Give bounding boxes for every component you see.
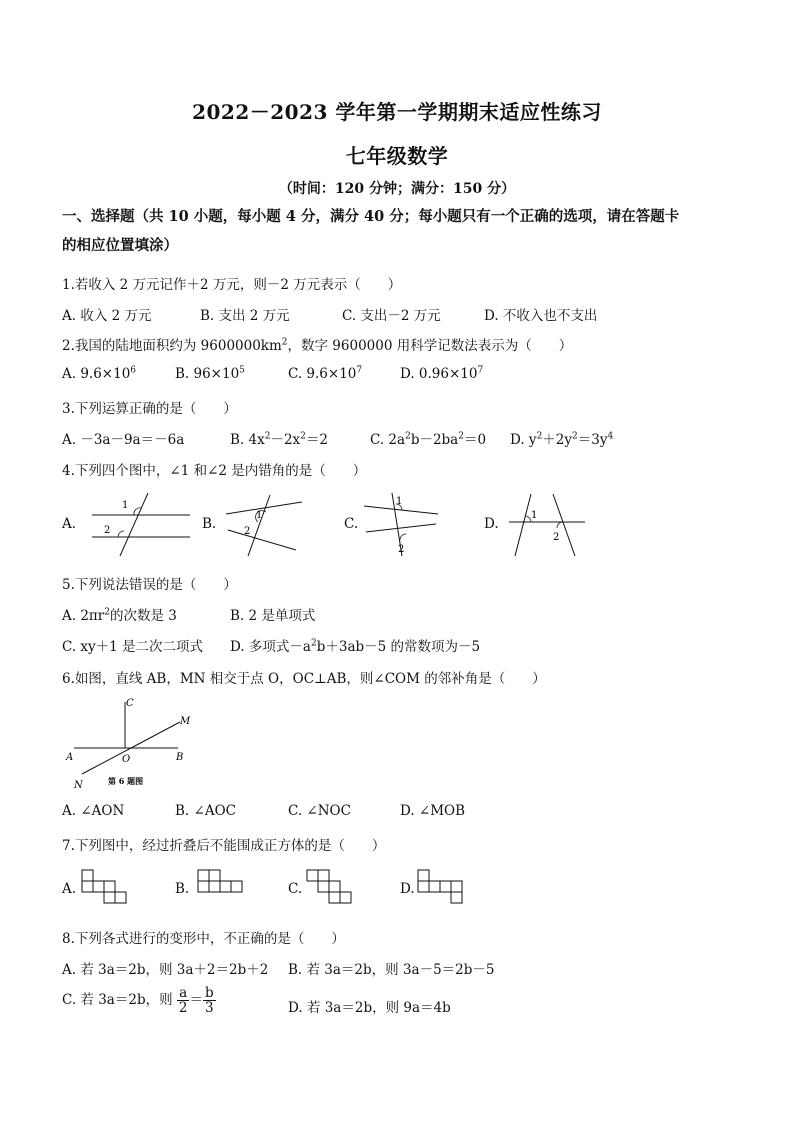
q4-figure-b <box>222 490 322 560</box>
q4-figure-a <box>84 490 194 560</box>
q3-d-sup1: 2 <box>536 431 543 442</box>
q4d-angle2: 2 <box>553 532 560 543</box>
q5-option-d <box>230 635 480 655</box>
exam-title: 2022－2023 学年第一学期期末适应性练习 <box>192 100 602 124</box>
q2-option-a <box>62 366 136 382</box>
q8-c-eq: ＝ <box>189 992 203 1008</box>
q5-d-part2: b＋3ab－5 的常数项为－5 <box>316 639 481 655</box>
question-4-stem: 4.下列四个图中，∠1 和∠2 是内错角的是（ ） <box>62 463 367 479</box>
q2-b-exp: 5 <box>239 365 245 376</box>
q2-stem-pre: 2.我国的陆地面积约为 9600000km <box>62 338 282 354</box>
q8-c-num2: b <box>204 985 214 1001</box>
section-heading-line2: 的相应位置填涂） <box>62 237 178 254</box>
q4a-angle1: 1 <box>122 500 129 511</box>
q4d-angle1: 1 <box>531 510 538 521</box>
q6-label-a: A <box>66 752 74 763</box>
q1-option-c: C. 支出－2 万元 <box>342 308 441 324</box>
question-7-stem: 7.下列图中，经过折叠后不能围成正方体的是（ ） <box>62 838 386 854</box>
q3-c-part2: b－2ba <box>410 432 459 448</box>
q3-c-part3: ＝0 <box>463 432 487 448</box>
q4c-angle1: 1 <box>396 496 403 507</box>
q3-b-sup1: 2 <box>264 431 271 442</box>
q5-option-a <box>62 604 177 624</box>
q4-label-c: C. <box>344 516 359 532</box>
q8-c-den1: 2 <box>178 1000 188 1016</box>
q8-option-a: A. 若 3a＝2b，则 3a＋2＝2b＋2 <box>62 962 269 978</box>
q2-c-base: C. 9.6×10 <box>288 366 357 382</box>
q4-figure-d <box>505 490 605 560</box>
q3-d-sup3: 4 <box>607 431 614 442</box>
q3-option-d <box>510 428 613 448</box>
q3-b-part2: －2x <box>270 432 301 448</box>
q5-a-sup: 2 <box>104 607 110 618</box>
q3-d-part1: D. y <box>510 432 537 448</box>
q6-figure <box>62 692 202 792</box>
q4b-angle1: 1 <box>256 510 263 521</box>
q5-d-part1: D. 多项式－a <box>230 639 311 655</box>
q5-a-part2: 的次数是 3 <box>109 608 177 624</box>
q1-option-a: A. 收入 2 万元 <box>62 308 152 324</box>
q3-c-sup1: 2 <box>405 431 411 442</box>
q6-option-a: A. ∠AON <box>62 803 125 819</box>
q7-net-b <box>196 868 252 908</box>
q4-label-b: B. <box>202 516 217 532</box>
q7-label-b: B. <box>175 881 190 897</box>
q4-figure-c <box>362 490 462 560</box>
q2-c-exp: 7 <box>356 365 363 376</box>
question-6-stem: 6.如图，直线 AB，MN 相交于点 O，OC⊥AB，则∠COM 的邻补角是（ ） <box>62 671 546 687</box>
q8-option-d: D. 若 3a＝2b，则 9a＝4b <box>288 1000 451 1016</box>
q8-option-b: B. 若 3a＝2b，则 3a－5＝2b－5 <box>288 962 495 978</box>
question-1-stem: 1.若收入 2 万元记作＋2 万元，则－2 万元表示（ ） <box>62 277 402 293</box>
q4-label-d: D. <box>484 516 499 532</box>
q7-net-c <box>305 868 361 908</box>
q8-c-den2: 3 <box>205 1000 214 1016</box>
q8-c-frac1 <box>177 986 190 1015</box>
q3-option-c <box>370 428 486 448</box>
q7-label-d: D. <box>400 881 415 897</box>
q6-option-b: B. ∠AOC <box>175 803 236 819</box>
q7-net-d <box>416 868 472 908</box>
q3-c-sup2: 2 <box>458 431 464 442</box>
q7-label-c: C. <box>288 881 303 897</box>
q8-c-frac2 <box>203 986 216 1015</box>
q8-option-c <box>62 986 216 1015</box>
q2-d-exp: 7 <box>477 365 484 376</box>
q5-d-sup: 2 <box>310 638 317 649</box>
q6-label-c: C <box>126 698 134 709</box>
q3-b-part1: B. 4x <box>230 432 265 448</box>
exam-subtitle: 七年级数学 <box>345 144 449 168</box>
q3-option-b <box>230 428 328 448</box>
q2-d-base: D. 0.96×10 <box>400 366 478 382</box>
question-8-stem: 8.下列各式进行的变形中，不正确的是（ ） <box>62 931 345 947</box>
q2-option-c <box>288 366 362 382</box>
q3-b-sup2: 2 <box>300 431 306 442</box>
q6-label-m: M <box>180 716 191 727</box>
q3-d-part2: ＋2y <box>542 432 573 448</box>
q6-label-n: N <box>74 780 83 791</box>
q3-d-part3: ＝3y <box>577 432 608 448</box>
q3-d-sup2: 2 <box>572 431 578 442</box>
question-3-stem: 3.下列运算正确的是（ ） <box>62 401 237 417</box>
q2-option-b <box>175 366 245 382</box>
q4a-angle2: 2 <box>104 525 111 536</box>
q2-stem-post: ，数字 9600000 用科学记数法表示为（ ） <box>287 338 573 354</box>
q3-c-part1: C. 2a <box>370 432 406 448</box>
section-heading-line1: 一、选择题（共 10 小题，每小题 4 分，满分 40 分；每小题只有一个正确的选项，请在答题卡 <box>62 208 680 225</box>
q6-option-c: C. ∠NOC <box>288 803 351 819</box>
q6-option-d: D. ∠MOB <box>400 803 466 819</box>
q8-c-pre: C. 若 3a＝2b，则 <box>62 992 173 1008</box>
q2-stem-sup: 2 <box>281 337 288 348</box>
q6-label-b: B <box>176 752 184 763</box>
q1-option-b: B. 支出 2 万元 <box>200 308 290 324</box>
question-2-stem <box>62 334 572 354</box>
q2-b-base: B. 96×10 <box>175 366 240 382</box>
q5-option-b: B. 2 是单项式 <box>230 608 316 624</box>
q5-option-c: C. xy＋1 是二次二项式 <box>62 639 204 655</box>
q4b-angle2: 2 <box>244 526 251 537</box>
q6-label-o: O <box>122 754 131 765</box>
q1-option-d: D. 不收入也不支出 <box>484 308 598 324</box>
q3-option-a: A. －3a－9a＝－6a <box>62 432 185 448</box>
q5-a-part1: A. 2πr <box>62 608 105 624</box>
q8-c-num1: a <box>177 986 190 1001</box>
q7-net-a <box>80 868 136 908</box>
question-5-stem: 5.下列说法错误的是（ ） <box>62 577 237 593</box>
exam-meta: （时间：120 分钟；满分：150 分） <box>278 181 516 197</box>
q2-a-base: A. 9.6×10 <box>62 366 131 382</box>
q6-caption: 第 6 题图 <box>108 776 144 786</box>
q2-option-d <box>400 366 483 382</box>
q3-b-part3: ＝2 <box>305 432 328 448</box>
q7-label-a: A. <box>62 881 77 897</box>
q4c-angle2: 2 <box>398 544 405 555</box>
q4-label-a: A. <box>62 516 77 532</box>
q2-a-exp: 6 <box>130 365 137 376</box>
